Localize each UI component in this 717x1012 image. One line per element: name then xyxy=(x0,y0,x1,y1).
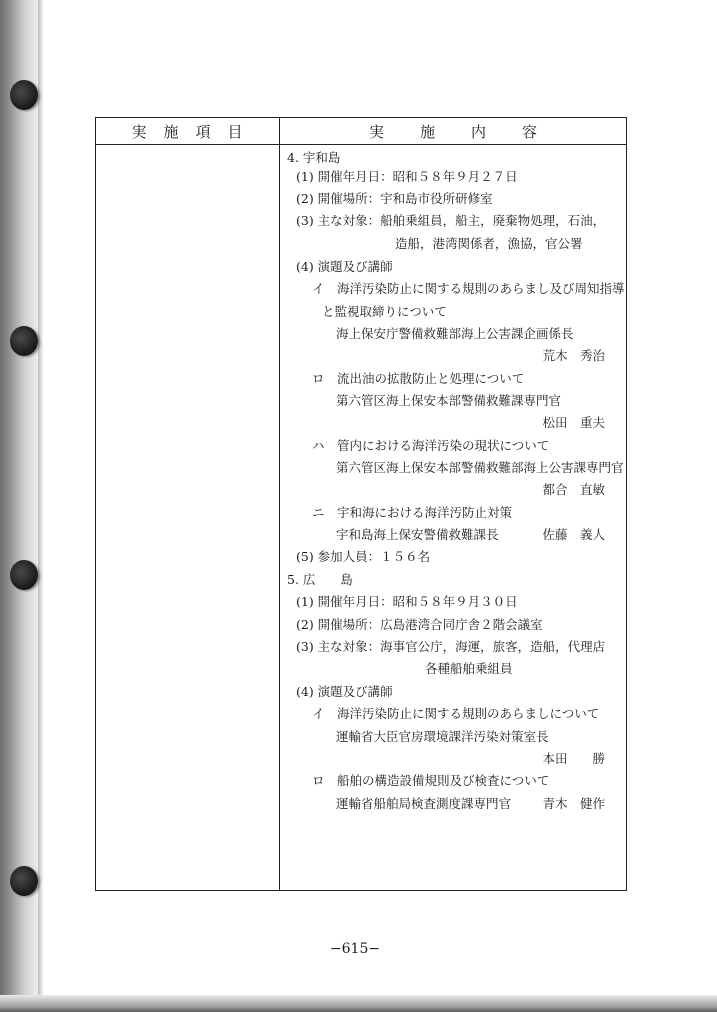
header-implementation-item: 実施項目 xyxy=(131,123,260,141)
page-number: −615− xyxy=(329,941,381,957)
list-item: (2) 開催場所：宇和島市役所研修室 xyxy=(296,191,493,206)
list-item: (1) 開催年月日：昭和５８年９月３０日 xyxy=(296,594,518,609)
header-rule xyxy=(95,144,627,145)
lecturer-affiliation: 第六管区海上保安本部警備救難課専門官 xyxy=(336,393,562,408)
header-implementation-content: 実施内容 xyxy=(368,123,573,141)
list-item: (3) 主な対象：船舶乗組員，船主，廃棄物処理，石油， xyxy=(296,213,606,228)
lecturer-name: 松田 重夫 xyxy=(542,415,605,430)
lecturer-affiliation: 海上保安庁警備救難部海上公害課企画係長 xyxy=(336,326,574,341)
list-item: (5) 参加人員：１５６名 xyxy=(296,549,431,564)
binder-ring-icon xyxy=(10,866,38,896)
list-item: (2) 開催場所：広島港湾合同庁舎２階会議室 xyxy=(296,617,543,632)
lecturer-affiliation: 宇和島海上保安警備救難課長 xyxy=(336,527,499,542)
lecture-title: ハ 管内における海洋汚染の現状について xyxy=(312,438,550,453)
list-item: (4) 演題及び講師 xyxy=(296,259,393,274)
column-divider xyxy=(279,117,280,891)
binder-ring-icon xyxy=(10,80,38,110)
binder-ring-icon xyxy=(10,326,38,356)
list-item-continued: 造船，港湾関係者，漁協，官公署 xyxy=(395,236,583,251)
section-title: 4. 宇和島 xyxy=(287,150,341,165)
lecturer-affiliation: 運輸省大臣官房環境課洋汚染対策室長 xyxy=(336,729,549,744)
lecture-title: イ 海洋汚染防止に関する規則のあらましについて xyxy=(312,706,600,721)
lecture-title-continued: と監視取締りについて xyxy=(322,304,447,319)
list-item: (4) 演題及び講師 xyxy=(296,684,393,699)
lecture-title: ロ 船舶の構造設備規則及び検査について xyxy=(312,773,550,788)
binder-ring-icon xyxy=(10,560,38,590)
lecturer-name: 佐藤 義人 xyxy=(542,527,605,542)
lecture-title: ロ 流出油の拡散防止と処理について xyxy=(312,371,525,386)
lecture-title: ニ 宇和海における海洋汚防止対策 xyxy=(312,505,513,520)
list-item: (1) 開催年月日：昭和５８年９月２７日 xyxy=(296,169,518,184)
list-item-continued: 各種船舶乗組員 xyxy=(425,661,513,676)
page-bottom-edge xyxy=(0,995,717,1012)
binding-edge xyxy=(38,0,44,1012)
lecture-title: イ 海洋汚染防止に関する規則のあらまし及び周知指導 xyxy=(312,281,625,296)
list-item: (3) 主な対象：海事官公庁，海運，旅客，造船，代理店 xyxy=(296,639,606,654)
lecturer-name: 本田 勝 xyxy=(542,751,605,766)
lecturer-affiliation: 第六管区海上保安本部警備救難部海上公害課専門官 xyxy=(336,460,624,475)
lecturer-name: 都合 直敏 xyxy=(542,482,605,497)
lecturer-name: 青木 健作 xyxy=(542,796,605,811)
lecturer-affiliation: 運輸省船舶局検査測度課専門官 xyxy=(336,796,512,811)
binding-shadow xyxy=(0,0,40,1012)
section-title: 5. 広 島 xyxy=(287,572,353,587)
lecturer-name: 荒木 秀治 xyxy=(542,348,605,363)
